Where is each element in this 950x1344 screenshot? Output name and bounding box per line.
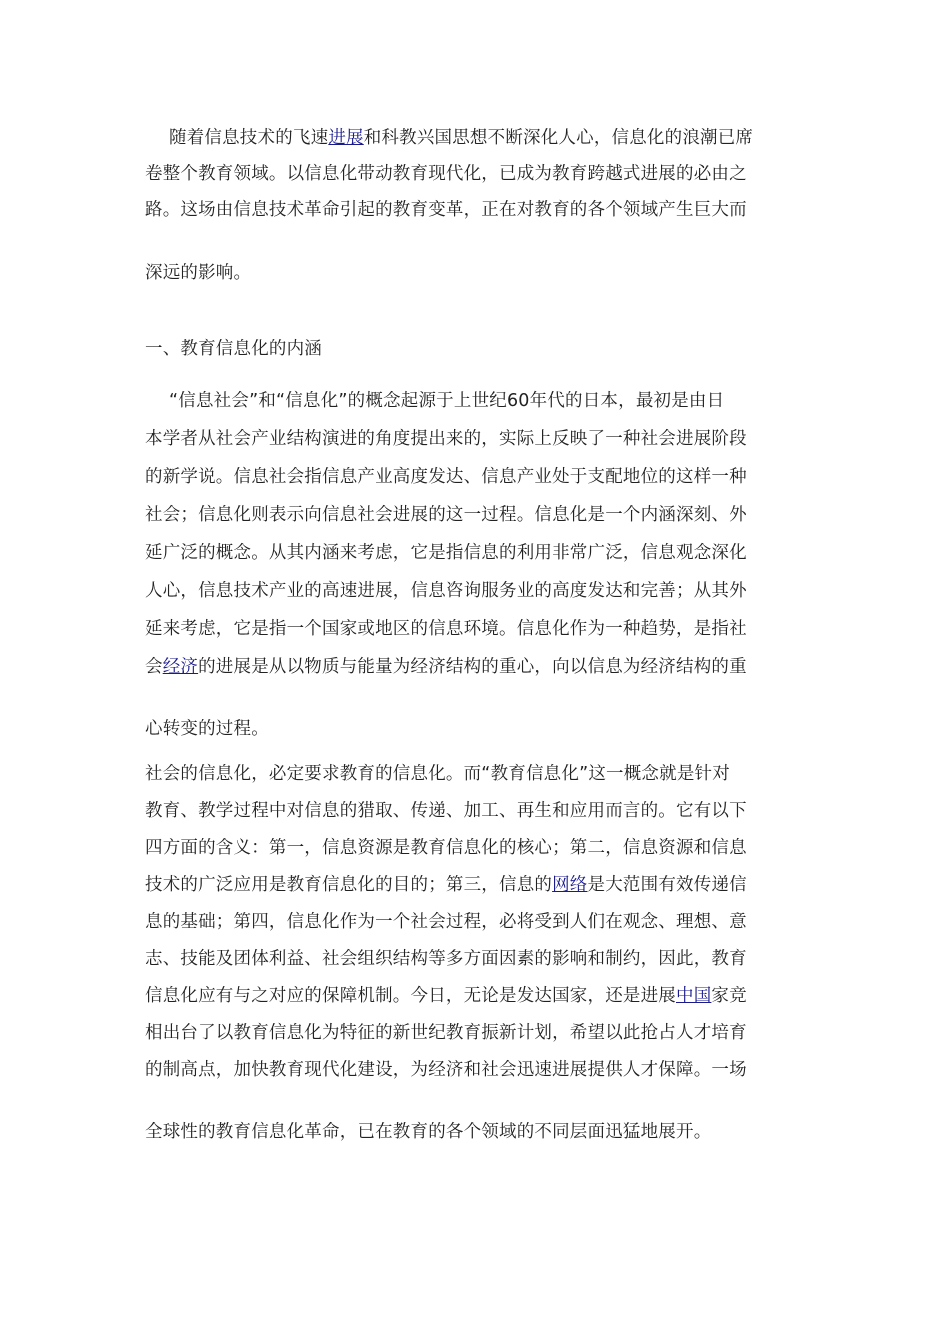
def-line-5: 延广泛的概念。从其内涵来考虑，它是指信息的利用非常广泛，信息观念深化 [145,543,747,563]
edu-text: 家竞 [711,986,747,1006]
edu-line-4 [145,867,747,905]
def-line-2: 本学者从社会产业结构演进的角度提出来的，实际上反映了一种社会进展阶段 [145,429,747,449]
def-line-4: 社会；信息化则表示向信息社会进展的这一过程。信息化是一个内涵深刻、外 [145,505,747,525]
edu-line-9: 的制高点，加快教育现代化建设，为经济和社会迅速进展提供人才保障。一场 [145,1060,747,1080]
link-wangluo[interactable]: 网络 [552,875,588,895]
edu-line-7 [145,978,747,1016]
def-line-8 [145,649,747,687]
edu-line-1: 社会的信息化，必定要求教育的信息化。而“教育信息化”这一概念就是针对 [145,764,730,784]
intro-text: 和科教兴国思想不断深化人心，信息化的浪潮已席 [363,128,754,148]
def-line-9: 心转变的过程。 [145,719,269,739]
intro-line-2: 卷整个教育领域。以信息化带动教育现代化，已成为教育跨越式进展的必由之 [145,164,747,184]
def-line-7: 延来考虑，它是指一个国家或地区的信息环境。信息化作为一种趋势，是指社 [145,619,747,639]
intro-text: 随着信息技术的飞速 [169,128,329,148]
def-line-1: “信息社会”和“信息化”的概念起源于上世纪60年代的日本，最初是由日 [169,391,725,411]
edu-text: 技术的广泛应用是教育信息化的目的；第三，信息的 [145,875,553,895]
edu-line-10: 全球性的教育信息化革命，已在教育的各个领域的不同层面迅猛地展开。 [145,1122,712,1142]
def-text: 会 [145,657,163,677]
edu-line-6: 志、技能及团体利益、社会组织结构等多方面因素的影响和制约，因此，教育 [145,949,747,969]
edu-text: 信息化应有与之对应的保障机制。今日，无论是发达国家，还是进展 [145,986,676,1006]
def-text: 的进展是从以物质与能量为经济结构的重心，向以信息为经济结构的重 [198,657,747,677]
def-line-6: 人心，信息技术产业的高速进展，信息咨询服务业的高度发达和完善；从其外 [145,581,747,601]
edu-line-3: 四方面的含义：第一，信息资源是教育信息化的核心；第二，信息资源和信息 [145,838,747,858]
intro-line-3: 路。这场由信息技术革命引起的教育变革，正在对教育的各个领域产生巨大而 [145,200,747,220]
edu-line-5: 息的基础；第四，信息化作为一个社会过程，必将受到人们在观念、理想、意 [145,912,747,932]
intro-line-1 [145,120,753,158]
link-jinzhan[interactable]: 进展 [328,128,364,148]
edu-text: 是大范围有效传递信 [587,875,747,895]
link-zhongguo[interactable]: 中国 [676,986,712,1006]
edu-line-2: 教育、教学过程中对信息的猎取、传递、加工、再生和应用而言的。它有以下 [145,801,747,821]
section-heading: 一、教育信息化的内涵 [145,339,322,359]
def-line-3: 的新学说。信息社会指信息产业高度发达、信息产业处于支配地位的这样一种 [145,467,747,487]
intro-line-4: 深远的影响。 [145,263,252,283]
link-jingji[interactable]: 经济 [162,657,199,677]
edu-line-8: 相出台了以教育信息化为特征的新世纪教育振新计划，希望以此抢占人才培育 [145,1023,747,1043]
